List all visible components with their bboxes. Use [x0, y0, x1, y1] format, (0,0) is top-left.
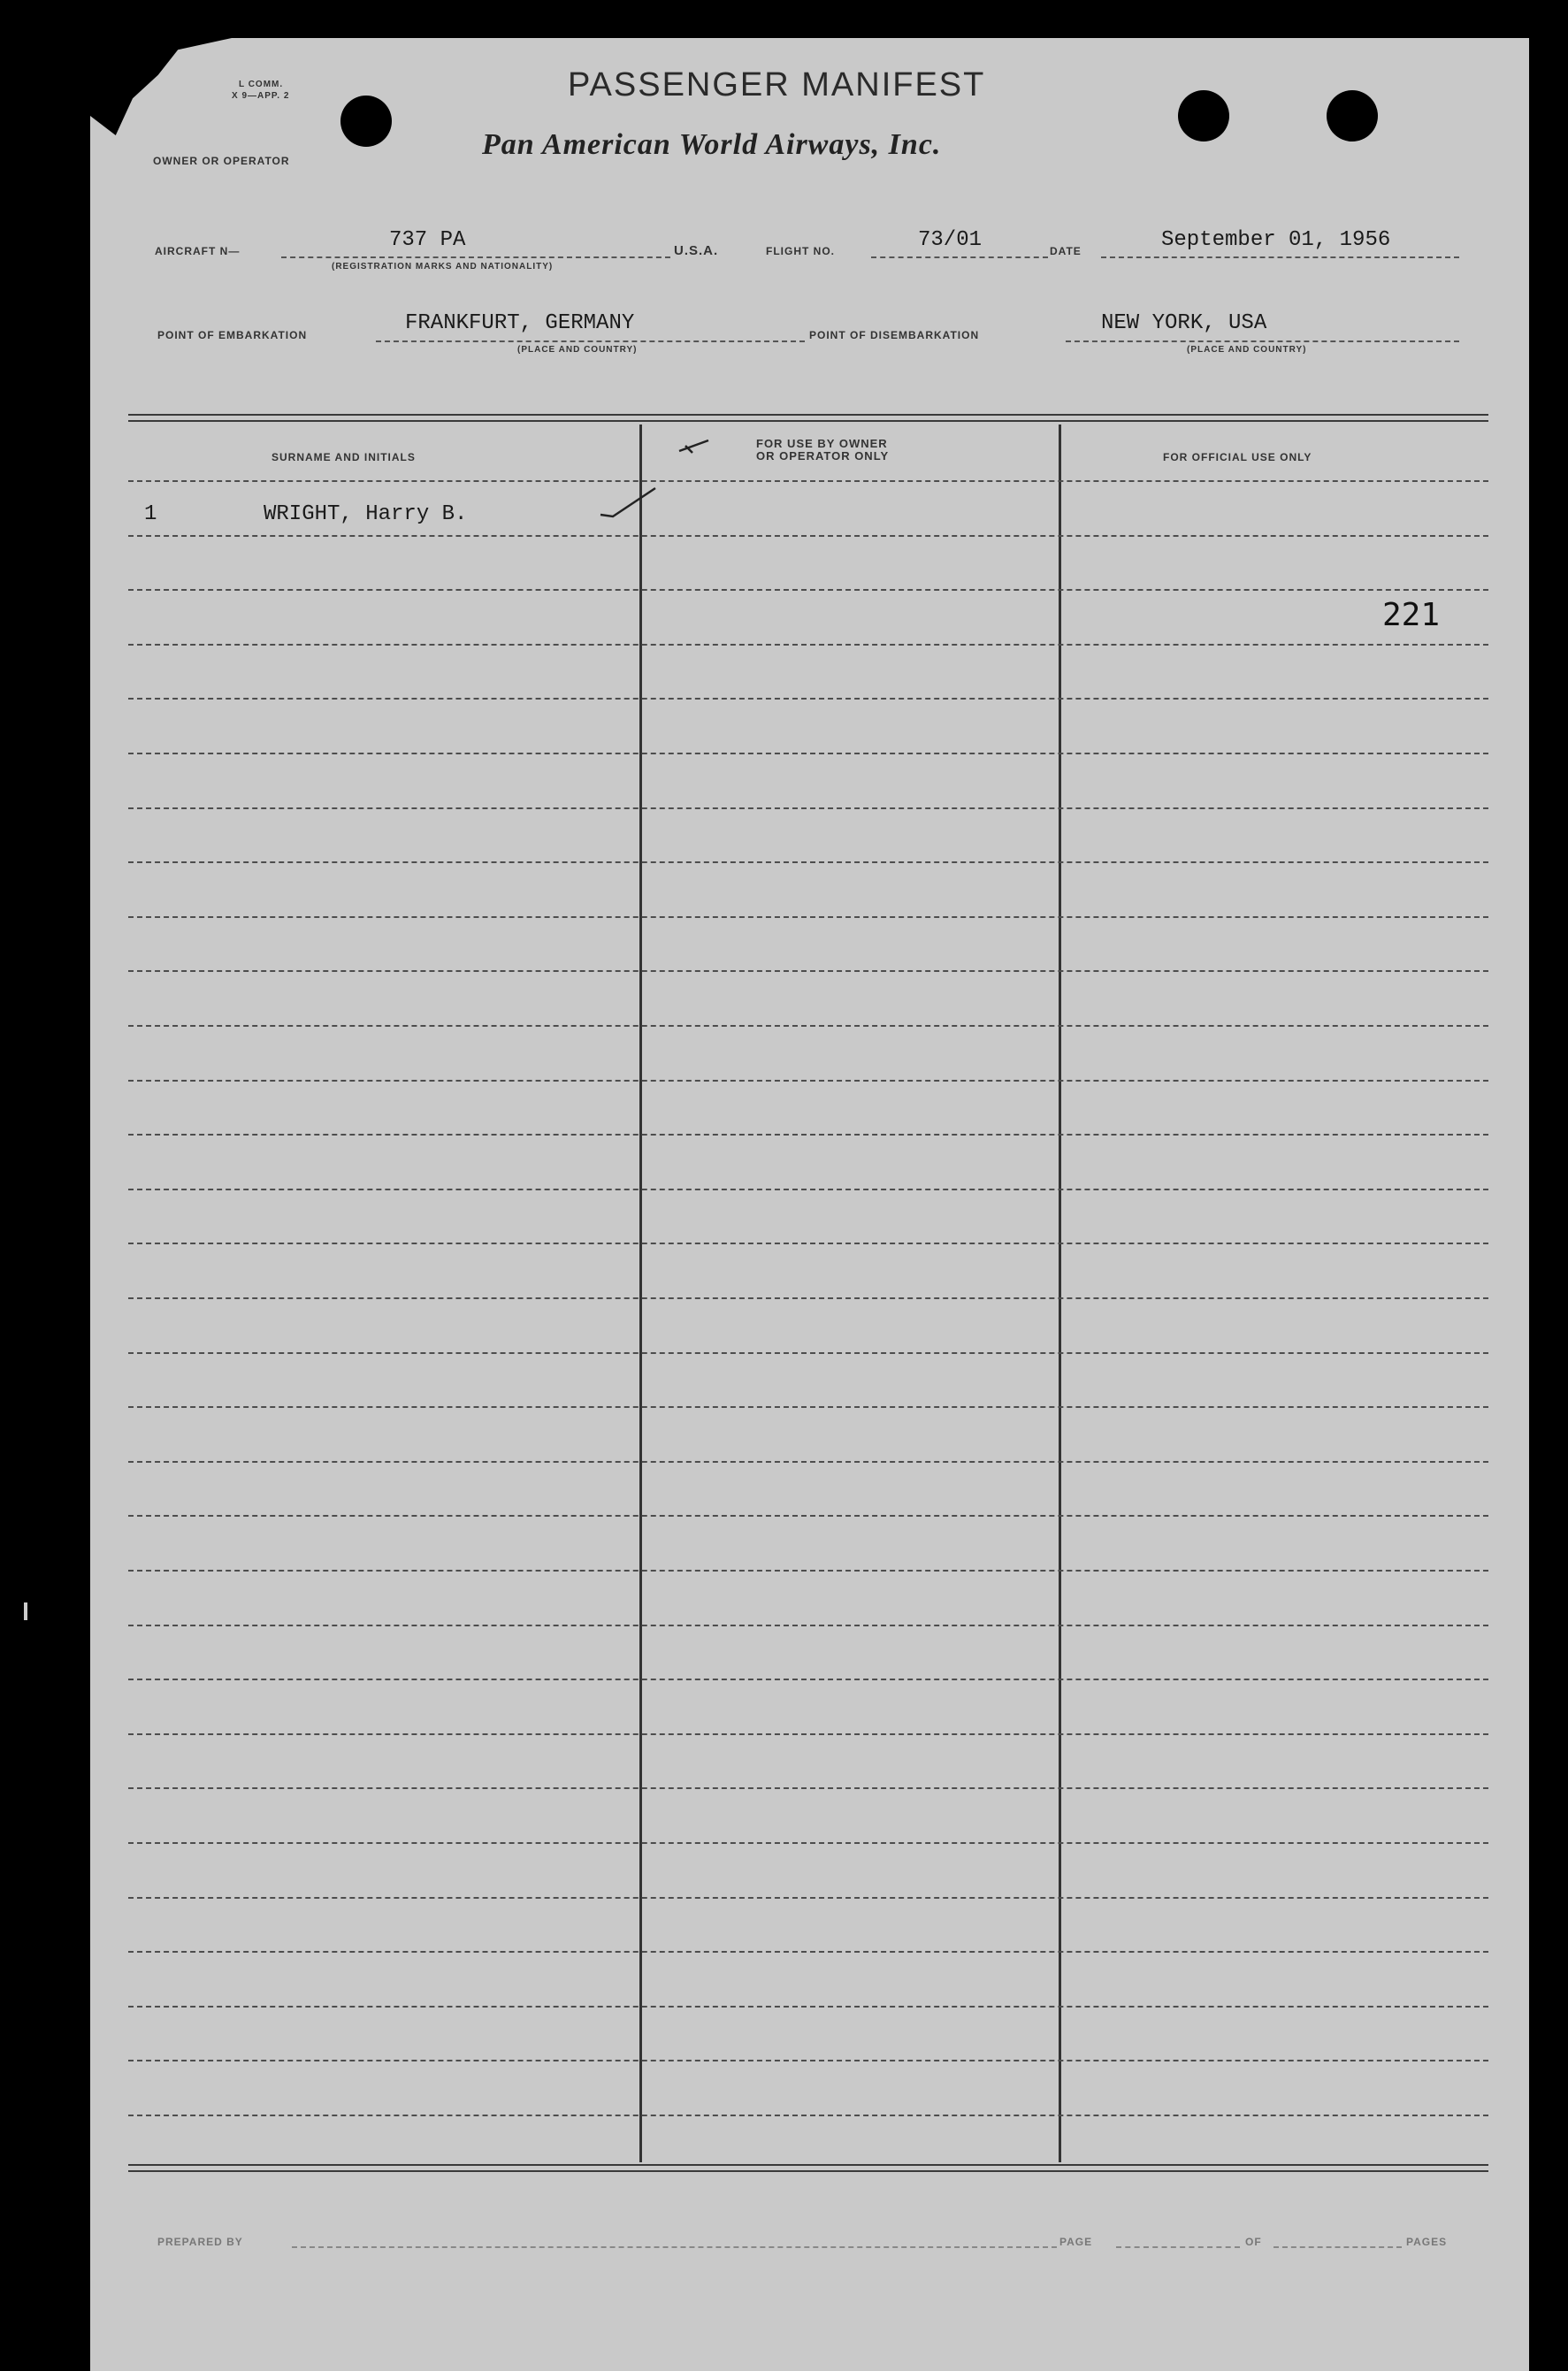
table-rule-line [128, 1842, 1488, 1844]
of-underline [1274, 2246, 1402, 2248]
table-rule-line [128, 1625, 1488, 1626]
owner-operator-label: OWNER OR OPERATOR [153, 155, 290, 167]
flight-underline [871, 256, 1048, 258]
usa-label: U.S.A. [674, 243, 719, 258]
table-rule-line [128, 1570, 1488, 1572]
embarkation-label: POINT OF EMBARKATION [157, 329, 308, 341]
company-name: Pan American World Airways, Inc. [482, 128, 942, 161]
page-title: PASSENGER MANIFEST [568, 66, 986, 103]
table-rule-line [128, 1787, 1488, 1789]
table-rule-line [128, 1461, 1488, 1463]
column-divider-2 [1059, 424, 1061, 2162]
page-underline [1116, 2246, 1240, 2248]
col-owner-header-line2: OR OPERATOR ONLY [756, 449, 890, 463]
official-number-stamp: 221 [1382, 597, 1441, 633]
table-rule-line [128, 1951, 1488, 1953]
prepared-by-label: PREPARED BY [157, 2236, 243, 2248]
embarkation-sublabel: (PLACE AND COUNTRY) [517, 345, 638, 355]
table-rule-line [128, 698, 1488, 700]
table-rule-line [128, 1297, 1488, 1299]
flight-value: 73/01 [918, 228, 983, 252]
table-rule-line [128, 1515, 1488, 1517]
table-rule-line [128, 1189, 1488, 1190]
date-underline [1101, 256, 1459, 258]
table-top-border [128, 414, 1488, 422]
table-rule-line [128, 1025, 1488, 1027]
col-owner-header-line1: FOR USE BY OWNER [756, 437, 888, 450]
disembarkation-value: NEW YORK, USA [1101, 311, 1267, 335]
disembarkation-sublabel: (PLACE AND COUNTRY) [1187, 345, 1307, 355]
col-surname-header: SURNAME AND INITIALS [272, 451, 416, 463]
table-rule-line [128, 1080, 1488, 1082]
punch-hole-left [340, 96, 392, 147]
table-rule-line [128, 1352, 1488, 1354]
table-rule-line [128, 1733, 1488, 1735]
embarkation-value: FRANKFURT, GERMANY [405, 311, 635, 335]
form-number-line1: L COMM. [239, 80, 284, 89]
punch-hole-right [1327, 90, 1378, 141]
aircraft-underline [281, 256, 670, 258]
scan-mark [24, 1602, 27, 1620]
table-rule-line [128, 535, 1488, 537]
table-rule-line [128, 1406, 1488, 1408]
table-rule-line [128, 753, 1488, 754]
form-number-line2: X 9—APP. 2 [232, 91, 290, 101]
disembarkation-label: POINT OF DISEMBARKATION [809, 329, 980, 341]
manifest-sheet [90, 38, 1529, 2371]
aircraft-sublabel: (REGISTRATION MARKS AND NATIONALITY) [332, 262, 554, 272]
table-rule-line [128, 2115, 1488, 2116]
table-rule-line [128, 1134, 1488, 1136]
punch-hole-middle [1178, 90, 1229, 141]
date-label: DATE [1050, 245, 1082, 257]
table-rule-line [128, 2060, 1488, 2061]
table-rule-line [128, 480, 1488, 482]
disembarkation-underline [1066, 340, 1459, 342]
flight-label: FLIGHT NO. [766, 245, 835, 257]
of-label: OF [1245, 2236, 1262, 2248]
passenger-name: WRIGHT, Harry B. [264, 502, 468, 526]
prepared-by-underline [292, 2246, 1057, 2248]
table-rule-line [128, 916, 1488, 918]
table-bottom-border [128, 2164, 1488, 2172]
column-divider-1 [639, 424, 642, 2162]
embarkation-underline [376, 340, 805, 342]
table-rule-line [128, 970, 1488, 972]
table-rule-line [128, 644, 1488, 646]
page-label: PAGE [1059, 2236, 1093, 2248]
pencil-tick-mark [677, 435, 712, 456]
table-rule-line [128, 589, 1488, 591]
table-rule-line [128, 1897, 1488, 1899]
col-official-header: FOR OFFICIAL USE ONLY [1163, 451, 1312, 463]
table-rule-line [128, 1679, 1488, 1680]
table-rule-line [128, 2006, 1488, 2008]
row-number: 1 [144, 502, 157, 526]
table-rule-line [128, 861, 1488, 863]
date-value: September 01, 1956 [1161, 228, 1391, 252]
pages-label: PAGES [1406, 2236, 1448, 2248]
table-rule-line [128, 1243, 1488, 1244]
aircraft-label: AIRCRAFT N— [155, 245, 241, 257]
aircraft-value: 737 PA [389, 228, 466, 252]
table-rule-line [128, 807, 1488, 809]
check-mark [597, 485, 659, 520]
